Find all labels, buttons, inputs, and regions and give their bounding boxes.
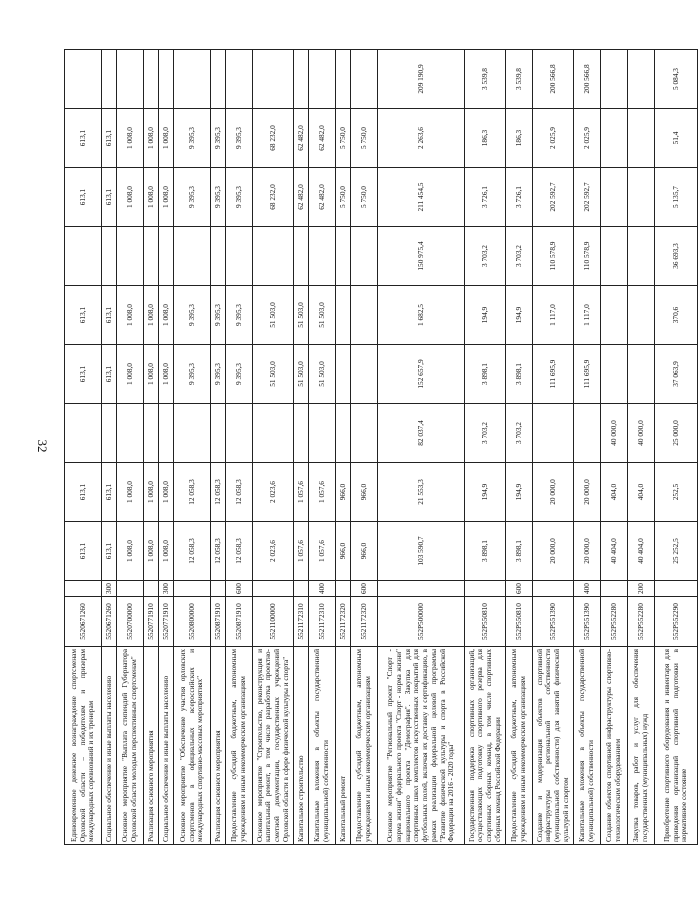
row-name-cell: Государственная поддержка спортивных организаций, осуществляющих подготовку спортивного резерва для спортивных сборных команд, в том числе спортивных сборных команд Российской Федерации (465, 647, 506, 845)
amount-cell: 9 395,3 (174, 109, 211, 168)
amount-cell: 194,9 (465, 463, 506, 522)
table-row (351, 50, 378, 845)
expense-type-cell: 200 (628, 581, 655, 597)
table-row (65, 50, 102, 845)
table-row (336, 50, 351, 845)
amount-cell: 40 000,0 (601, 404, 628, 463)
amount-cell: 1 008,0 (159, 345, 174, 404)
amount-cell (226, 404, 253, 463)
target-code-cell: 552P550810 (465, 597, 506, 647)
amount-cell: 613,1 (65, 286, 102, 345)
amount-cell (351, 404, 378, 463)
amount-cell (226, 50, 253, 109)
amount-cell: 36 693,3 (655, 227, 698, 286)
expense-type-cell: 300 (159, 581, 174, 597)
amount-cell: 51,4 (655, 109, 698, 168)
amount-cell (351, 227, 378, 286)
amount-cell (336, 404, 351, 463)
amount-cell: 9 395,3 (174, 286, 211, 345)
amount-cell: 5 750,0 (351, 109, 378, 168)
row-name-cell: Предоставление субсидий бюджетным, автономным учреждениям и иным некоммерческим организациям (351, 647, 378, 845)
expense-type-cell (465, 581, 506, 597)
target-code-cell: 5521172310 (294, 597, 309, 647)
table-row (533, 50, 574, 845)
amount-cell: 82 037,4 (378, 404, 465, 463)
amount-cell: 613,1 (65, 168, 102, 227)
table-row (253, 50, 294, 845)
amount-cell: 404,0 (628, 463, 655, 522)
target-code-cell: 5520800000 (174, 597, 211, 647)
budget-table (64, 49, 698, 845)
amount-cell: 9 395,3 (226, 345, 253, 404)
target-code-cell: 552P552290 (655, 597, 698, 647)
amount-cell: 37 063,9 (655, 345, 698, 404)
expense-type-cell: 600 (506, 581, 533, 597)
amount-cell: 1 008,0 (117, 286, 144, 345)
amount-cell: 1 008,0 (144, 168, 159, 227)
amount-cell: 3 898,1 (506, 345, 533, 404)
amount-cell (144, 50, 159, 109)
amount-cell: 186,3 (506, 109, 533, 168)
expense-type-cell: 300 (102, 581, 117, 597)
amount-cell (226, 227, 253, 286)
amount-cell: 404,0 (601, 463, 628, 522)
amount-cell: 3 703,2 (506, 404, 533, 463)
amount-cell: 2 025,9 (533, 109, 574, 168)
row-name-cell: Капитальные вложения в объекты государственной (муниципальной) собственности (574, 647, 601, 845)
table-row (655, 50, 698, 845)
amount-cell: 9 395,3 (211, 109, 226, 168)
amount-cell: 110 578,9 (574, 227, 601, 286)
expense-type-cell (65, 581, 102, 597)
amount-cell: 152 657,9 (378, 345, 465, 404)
amount-cell: 186,3 (465, 109, 506, 168)
amount-cell: 51 503,0 (294, 345, 309, 404)
row-name-cell: Основное мероприятие "Обеспечение участия орловских спортсменов в официальных всероссийских и международных спортивно-массовых мероприятиях" (174, 647, 211, 845)
amount-cell: 25 252,5 (655, 522, 698, 581)
amount-cell (336, 50, 351, 109)
amount-cell: 966,0 (336, 463, 351, 522)
amount-cell (144, 404, 159, 463)
amount-cell: 1 008,0 (159, 463, 174, 522)
amount-cell (628, 345, 655, 404)
amount-cell: 51 503,0 (309, 345, 336, 404)
target-code-cell: 5520671260 (65, 597, 102, 647)
amount-cell: 12 058,3 (211, 522, 226, 581)
amount-cell (253, 227, 294, 286)
amount-cell (601, 109, 628, 168)
amount-cell: 1 008,0 (159, 522, 174, 581)
amount-cell: 5 750,0 (351, 168, 378, 227)
amount-cell: 1 682,5 (378, 286, 465, 345)
amount-cell: 966,0 (351, 522, 378, 581)
table-row (378, 50, 465, 845)
amount-cell: 1 057,6 (294, 522, 309, 581)
table-row (628, 50, 655, 845)
amount-cell: 1 008,0 (159, 286, 174, 345)
row-name-cell: Создание объектов спортивной инфраструктуры спортивно-технологическим оборудованием (601, 647, 628, 845)
target-code-cell: 552P552280 (601, 597, 628, 647)
amount-cell: 51 503,0 (253, 345, 294, 404)
amount-cell (253, 50, 294, 109)
amount-cell (628, 109, 655, 168)
table-row (211, 50, 226, 845)
amount-cell: 3 898,1 (506, 522, 533, 581)
amount-cell: 200 566,8 (533, 50, 574, 109)
amount-cell: 9 395,3 (211, 345, 226, 404)
amount-cell: 613,1 (65, 109, 102, 168)
amount-cell: 110 578,9 (533, 227, 574, 286)
amount-cell (309, 227, 336, 286)
amount-cell: 2 023,6 (253, 522, 294, 581)
expense-type-cell: 400 (574, 581, 601, 597)
table-row (174, 50, 211, 845)
amount-cell (159, 404, 174, 463)
target-code-cell: 552P552280 (628, 597, 655, 647)
amount-cell (294, 404, 309, 463)
amount-cell: 1 008,0 (144, 286, 159, 345)
budget-table-wrapper (64, 50, 689, 845)
amount-cell (144, 227, 159, 286)
expense-type-cell (601, 581, 628, 597)
amount-cell: 3 703,2 (465, 227, 506, 286)
amount-cell: 613,1 (102, 168, 117, 227)
target-code-cell: 5521172320 (336, 597, 351, 647)
target-code-cell: 5520771910 (159, 597, 174, 647)
amount-cell: 3 898,1 (465, 522, 506, 581)
target-code-cell: 552P550810 (506, 597, 533, 647)
amount-cell: 1 008,0 (144, 109, 159, 168)
row-name-cell: Закупка товаров, работ и услуг для обеспечения государственных (муниципальных) нужд (628, 647, 655, 845)
amount-cell (533, 404, 574, 463)
amount-cell: 613,1 (102, 286, 117, 345)
amount-cell (351, 345, 378, 404)
amount-cell: 2 263,6 (378, 109, 465, 168)
amount-cell: 370,6 (655, 286, 698, 345)
table-row (309, 50, 336, 845)
amount-cell: 613,1 (65, 522, 102, 581)
amount-cell: 3 539,8 (465, 50, 506, 109)
target-code-cell: 5521100000 (253, 597, 294, 647)
amount-cell: 12 058,3 (174, 463, 211, 522)
amount-cell: 2 023,6 (253, 463, 294, 522)
target-code-cell: 5520871910 (211, 597, 226, 647)
amount-cell: 3 539,8 (506, 50, 533, 109)
amount-cell (102, 404, 117, 463)
amount-cell: 194,9 (506, 463, 533, 522)
page-number: 32 (35, 439, 50, 453)
amount-cell (628, 50, 655, 109)
amount-cell: 20 000,0 (574, 522, 601, 581)
amount-cell: 1 008,0 (117, 522, 144, 581)
expense-type-cell: 400 (309, 581, 336, 597)
amount-cell: 2 025,9 (574, 109, 601, 168)
amount-cell: 1 008,0 (144, 345, 159, 404)
amount-cell: 9 395,3 (211, 286, 226, 345)
amount-cell: 12 058,3 (211, 463, 226, 522)
expense-type-cell (378, 581, 465, 597)
amount-cell: 62 482,0 (294, 109, 309, 168)
amount-cell: 1 057,6 (294, 463, 309, 522)
row-name-cell: Реализация основного мероприятия (144, 647, 159, 845)
row-name-cell: Социальное обеспечение и иные выплаты населению (159, 647, 174, 845)
amount-cell (628, 168, 655, 227)
amount-cell: 25 000,0 (655, 404, 698, 463)
amount-cell (628, 286, 655, 345)
table-row (226, 50, 253, 845)
amount-cell (336, 286, 351, 345)
row-name-cell: Капитальное строительство (294, 647, 309, 845)
row-name-cell: Реализация основного мероприятия (211, 647, 226, 845)
amount-cell: 613,1 (65, 463, 102, 522)
amount-cell: 613,1 (102, 522, 117, 581)
amount-cell (294, 50, 309, 109)
table-row (506, 50, 533, 845)
amount-cell: 51 503,0 (294, 286, 309, 345)
amount-cell: 252,5 (655, 463, 698, 522)
amount-cell: 20 000,0 (574, 463, 601, 522)
amount-cell (601, 286, 628, 345)
amount-cell (351, 286, 378, 345)
amount-cell: 1 008,0 (117, 463, 144, 522)
amount-cell: 5 135,7 (655, 168, 698, 227)
amount-cell (102, 50, 117, 109)
amount-cell: 111 695,9 (574, 345, 601, 404)
expense-type-cell (294, 581, 309, 597)
target-code-cell: 552P551390 (574, 597, 601, 647)
table-row (102, 50, 117, 845)
amount-cell: 1 008,0 (117, 109, 144, 168)
amount-cell: 51 503,0 (309, 286, 336, 345)
amount-cell: 9 395,3 (211, 168, 226, 227)
amount-cell (336, 345, 351, 404)
row-name-cell: Создание и модернизация объектов спортивной инфраструктуры региональной собственности (муниципальной собственности) для занятий физической культурой и спортом (533, 647, 574, 845)
table-row (574, 50, 601, 845)
amount-cell: 613,1 (102, 463, 117, 522)
row-name-cell: Приобретение спортивного оборудования и инвентаря для приведения организаций спортивной подготовки в нормативное состояние (655, 647, 698, 845)
amount-cell: 12 058,3 (226, 522, 253, 581)
amount-cell (65, 227, 102, 286)
amount-cell: 202 592,7 (574, 168, 601, 227)
amount-cell: 202 592,7 (533, 168, 574, 227)
target-code-cell: 5520671260 (102, 597, 117, 647)
expense-type-cell (533, 581, 574, 597)
amount-cell: 12 058,3 (174, 522, 211, 581)
expense-type-cell: 600 (226, 581, 253, 597)
amount-cell: 1 008,0 (117, 168, 144, 227)
amount-cell: 5 750,0 (336, 168, 351, 227)
amount-cell: 40 404,0 (601, 522, 628, 581)
expense-type-cell (211, 581, 226, 597)
row-name-cell: Основное мероприятие "Строительство, реконструкция и капитальный ремонт, в том числе разработка проектно-сметной документации, государственных учреждений Орловской области в сфере физической культуры и спорта" (253, 647, 294, 845)
amount-cell (351, 50, 378, 109)
amount-cell (159, 50, 174, 109)
table-body (65, 50, 698, 845)
amount-cell: 1 117,0 (533, 286, 574, 345)
amount-cell (102, 227, 117, 286)
amount-cell (159, 227, 174, 286)
amount-cell: 9 395,3 (226, 168, 253, 227)
row-name-cell: Основное мероприятие "Выплата стипендий Губернатора Орловской области молодым перспективным спортсменам" (117, 647, 144, 845)
amount-cell: 209 190,9 (378, 50, 465, 109)
amount-cell (574, 404, 601, 463)
amount-cell (309, 50, 336, 109)
amount-cell (601, 227, 628, 286)
amount-cell: 3 726,1 (465, 168, 506, 227)
amount-cell (601, 168, 628, 227)
expense-type-cell (655, 581, 698, 597)
expense-type-cell (117, 581, 144, 597)
amount-cell: 1 008,0 (159, 109, 174, 168)
amount-cell: 1 057,6 (309, 463, 336, 522)
row-name-cell: Предоставление субсидий бюджетным, автономным учреждениям и иным некоммерческим организациям (506, 647, 533, 845)
amount-cell: 9 395,3 (226, 109, 253, 168)
amount-cell: 21 553,3 (378, 463, 465, 522)
target-code-cell: 552P551390 (533, 597, 574, 647)
table-row (144, 50, 159, 845)
row-name-cell: Основное мероприятие "Региональный проект "Спорт - норма жизни" федерального проекта "Спорт - норма жизни" национального проекта "Демография". Закупка для спортивных школ комплектов искусственных покрытий для футбольных полей, включая их доставку и сертификацию, в рамках реализации федеральной целевой программы "Развитие физической культуры и спорта в Российской Федерации на 2016 - 2020 годы" (378, 647, 465, 845)
amount-cell (174, 227, 211, 286)
table-row (117, 50, 144, 845)
amount-cell (117, 50, 144, 109)
table-row (159, 50, 174, 845)
amount-cell (601, 50, 628, 109)
amount-cell: 3 703,2 (465, 404, 506, 463)
amount-cell: 966,0 (351, 463, 378, 522)
amount-cell: 62 482,0 (309, 168, 336, 227)
target-code-cell: 5521172310 (309, 597, 336, 647)
amount-cell (65, 50, 102, 109)
amount-cell: 3 726,1 (506, 168, 533, 227)
amount-cell: 1 008,0 (144, 463, 159, 522)
amount-cell: 1 117,0 (574, 286, 601, 345)
amount-cell: 1 008,0 (144, 522, 159, 581)
amount-cell (211, 50, 226, 109)
amount-cell: 111 695,9 (533, 345, 574, 404)
amount-cell: 62 482,0 (309, 109, 336, 168)
amount-cell: 9 395,3 (226, 286, 253, 345)
amount-cell: 103 590,7 (378, 522, 465, 581)
amount-cell: 613,1 (102, 345, 117, 404)
row-name-cell: Предоставление субсидий бюджетным, автономным учреждениям и иным некоммерческим организациям (226, 647, 253, 845)
amount-cell: 194,9 (506, 286, 533, 345)
amount-cell (117, 227, 144, 286)
amount-cell (174, 50, 211, 109)
expense-type-cell (174, 581, 211, 597)
amount-cell: 3 703,2 (506, 227, 533, 286)
amount-cell (628, 227, 655, 286)
amount-cell (211, 404, 226, 463)
amount-cell (65, 404, 102, 463)
amount-cell: 20 000,0 (533, 463, 574, 522)
amount-cell: 62 482,0 (294, 168, 309, 227)
amount-cell: 966,0 (336, 522, 351, 581)
amount-cell (294, 227, 309, 286)
amount-cell: 1 008,0 (159, 168, 174, 227)
expense-type-cell (336, 581, 351, 597)
target-code-cell: 5520771910 (144, 597, 159, 647)
amount-cell (174, 404, 211, 463)
target-code-cell: 5521172320 (351, 597, 378, 647)
amount-cell: 9 395,3 (174, 168, 211, 227)
amount-cell: 3 898,1 (465, 345, 506, 404)
table-row (294, 50, 309, 845)
amount-cell: 68 232,0 (253, 168, 294, 227)
amount-cell: 211 454,5 (378, 168, 465, 227)
amount-cell (309, 404, 336, 463)
table-row (465, 50, 506, 845)
amount-cell: 613,1 (65, 345, 102, 404)
row-name-cell: Капитальные вложения в объекты государственной (муниципальной) собственности (309, 647, 336, 845)
expense-type-cell: 600 (351, 581, 378, 597)
row-name-cell: Капитальный ремонт (336, 647, 351, 845)
amount-cell: 613,1 (102, 109, 117, 168)
amount-cell: 40 404,0 (628, 522, 655, 581)
expense-type-cell (253, 581, 294, 597)
amount-cell: 194,9 (465, 286, 506, 345)
amount-cell (336, 227, 351, 286)
row-name-cell: Социальное обеспечение и иные выплаты населению (102, 647, 117, 845)
amount-cell: 9 395,3 (174, 345, 211, 404)
amount-cell: 5 084,3 (655, 50, 698, 109)
amount-cell: 51 503,0 (253, 286, 294, 345)
amount-cell (117, 404, 144, 463)
amount-cell: 1 057,6 (309, 522, 336, 581)
target-code-cell: 552P500000 (378, 597, 465, 647)
target-code-cell: 5520700000 (117, 597, 144, 647)
amount-cell: 5 750,0 (336, 109, 351, 168)
target-code-cell: 5520871910 (226, 597, 253, 647)
amount-cell (211, 227, 226, 286)
table-row (601, 50, 628, 845)
amount-cell (253, 404, 294, 463)
amount-cell: 200 566,8 (574, 50, 601, 109)
amount-cell: 20 000,0 (533, 522, 574, 581)
expense-type-cell (144, 581, 159, 597)
row-name-cell: Единовременное денежное вознаграждение спортсменам Орловской области – победителям и призерам международных соревнований и их тренерам (65, 647, 102, 845)
amount-cell: 68 232,0 (253, 109, 294, 168)
amount-cell (601, 345, 628, 404)
amount-cell: 150 975,4 (378, 227, 465, 286)
amount-cell: 1 008,0 (117, 345, 144, 404)
amount-cell: 12 058,3 (226, 463, 253, 522)
amount-cell: 40 000,0 (628, 404, 655, 463)
